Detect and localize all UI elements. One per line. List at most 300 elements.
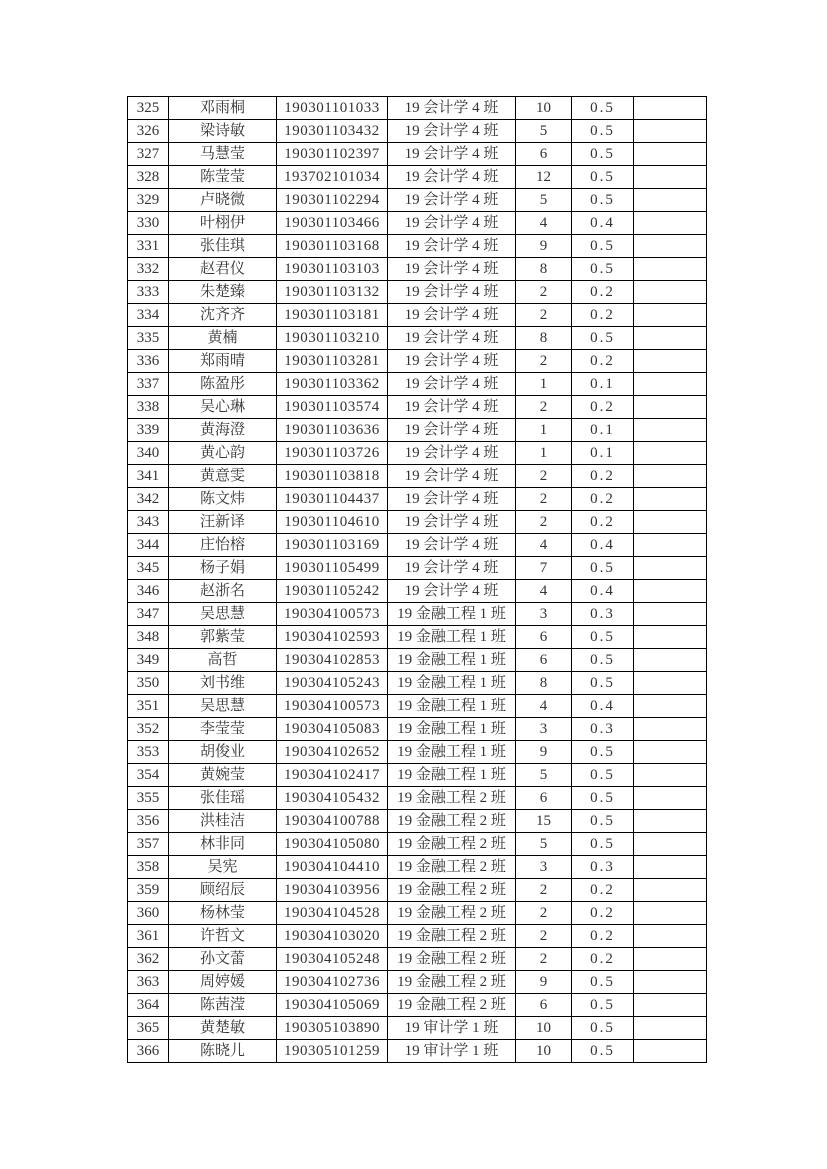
cell-name: 庄怡榕: [169, 534, 277, 557]
cell-row-number: 347: [128, 603, 169, 626]
cell-name: 吴思慧: [169, 695, 277, 718]
cell-row-number: 331: [128, 235, 169, 258]
table-row: [128, 1040, 707, 1063]
cell-score: 0.2: [572, 281, 634, 304]
cell-count: 4: [516, 695, 572, 718]
cell-name: 陈文炜: [169, 488, 277, 511]
cell-name: 郑雨晴: [169, 350, 277, 373]
cell-row-number: 351: [128, 695, 169, 718]
cell-class: 19 金融工程 1 班: [388, 603, 516, 626]
table-row: [128, 373, 707, 396]
cell-row-number: 358: [128, 856, 169, 879]
cell-score: 0.5: [572, 189, 634, 212]
cell-remark: [634, 442, 707, 465]
cell-count: 6: [516, 994, 572, 1017]
cell-name: 陈晓儿: [169, 1040, 277, 1063]
cell-name: 赵浙名: [169, 580, 277, 603]
cell-name: 黄楠: [169, 327, 277, 350]
cell-class: 19 会计学 4 班: [388, 258, 516, 281]
cell-count: 6: [516, 143, 572, 166]
cell-score: 0.4: [572, 580, 634, 603]
cell-score: 0.5: [572, 833, 634, 856]
cell-score: 0.5: [572, 787, 634, 810]
cell-row-number: 365: [128, 1017, 169, 1040]
cell-name: 张佳琪: [169, 235, 277, 258]
cell-remark: [634, 350, 707, 373]
cell-class: 19 会计学 4 班: [388, 97, 516, 120]
student-score-table: [127, 96, 707, 1063]
cell-count: 4: [516, 212, 572, 235]
cell-score: 0.3: [572, 856, 634, 879]
cell-student-id: 190301103432: [277, 120, 388, 143]
cell-name: 赵君仪: [169, 258, 277, 281]
cell-row-number: 325: [128, 97, 169, 120]
table-row: [128, 833, 707, 856]
cell-class: 19 会计学 4 班: [388, 580, 516, 603]
table-row: [128, 143, 707, 166]
cell-student-id: 190301103132: [277, 281, 388, 304]
cell-row-number: 359: [128, 879, 169, 902]
cell-name: 黄婉莹: [169, 764, 277, 787]
cell-class: 19 会计学 4 班: [388, 534, 516, 557]
cell-student-id: 190301102294: [277, 189, 388, 212]
table-row: [128, 327, 707, 350]
cell-remark: [634, 465, 707, 488]
cell-name: 黄心韵: [169, 442, 277, 465]
cell-row-number: 334: [128, 304, 169, 327]
cell-count: 3: [516, 603, 572, 626]
cell-class: 19 会计学 4 班: [388, 557, 516, 580]
cell-count: 4: [516, 580, 572, 603]
table-row: [128, 764, 707, 787]
table-row: [128, 189, 707, 212]
table-row: [128, 120, 707, 143]
cell-student-id: 190301103168: [277, 235, 388, 258]
cell-name: 杨林莹: [169, 902, 277, 925]
cell-remark: [634, 396, 707, 419]
cell-class: 19 会计学 4 班: [388, 120, 516, 143]
cell-row-number: 352: [128, 718, 169, 741]
cell-class: 19 会计学 4 班: [388, 396, 516, 419]
cell-class: 19 金融工程 2 班: [388, 810, 516, 833]
cell-name: 吴宪: [169, 856, 277, 879]
cell-count: 3: [516, 856, 572, 879]
cell-student-id: 190304104410: [277, 856, 388, 879]
cell-row-number: 348: [128, 626, 169, 649]
cell-remark: [634, 97, 707, 120]
cell-student-id: 190301102397: [277, 143, 388, 166]
cell-count: 5: [516, 764, 572, 787]
cell-remark: [634, 120, 707, 143]
cell-class: 19 会计学 4 班: [388, 281, 516, 304]
cell-count: 2: [516, 350, 572, 373]
cell-score: 0.3: [572, 718, 634, 741]
cell-score: 0.2: [572, 879, 634, 902]
cell-row-number: 341: [128, 465, 169, 488]
table-row: [128, 419, 707, 442]
cell-name: 顾绍辰: [169, 879, 277, 902]
cell-student-id: 190304102736: [277, 971, 388, 994]
cell-student-id: 190304102417: [277, 764, 388, 787]
table-row: [128, 948, 707, 971]
cell-score: 0.5: [572, 741, 634, 764]
cell-class: 19 审计学 1 班: [388, 1017, 516, 1040]
cell-score: 0.1: [572, 442, 634, 465]
cell-student-id: 190301101033: [277, 97, 388, 120]
cell-score: 0.4: [572, 695, 634, 718]
cell-row-number: 327: [128, 143, 169, 166]
cell-score: 0.5: [572, 994, 634, 1017]
cell-class: 19 会计学 4 班: [388, 143, 516, 166]
cell-count: 5: [516, 120, 572, 143]
cell-remark: [634, 672, 707, 695]
cell-student-id: 190301103210: [277, 327, 388, 350]
cell-row-number: 340: [128, 442, 169, 465]
cell-count: 2: [516, 465, 572, 488]
cell-score: 0.2: [572, 925, 634, 948]
cell-remark: [634, 718, 707, 741]
cell-name: 邓雨桐: [169, 97, 277, 120]
cell-score: 0.2: [572, 350, 634, 373]
cell-remark: [634, 810, 707, 833]
cell-remark: [634, 419, 707, 442]
cell-remark: [634, 695, 707, 718]
cell-remark: [634, 189, 707, 212]
cell-row-number: 357: [128, 833, 169, 856]
cell-student-id: 190301104437: [277, 488, 388, 511]
cell-row-number: 339: [128, 419, 169, 442]
cell-count: 4: [516, 534, 572, 557]
table-row: [128, 465, 707, 488]
cell-score: 0.5: [572, 327, 634, 350]
table-row: [128, 212, 707, 235]
cell-student-id: 190301103169: [277, 534, 388, 557]
cell-count: 2: [516, 488, 572, 511]
cell-row-number: 364: [128, 994, 169, 1017]
cell-score: 0.1: [572, 419, 634, 442]
table-row: [128, 902, 707, 925]
cell-row-number: 330: [128, 212, 169, 235]
cell-class: 19 金融工程 1 班: [388, 626, 516, 649]
table-row: [128, 442, 707, 465]
cell-row-number: 333: [128, 281, 169, 304]
cell-name: 朱楚臻: [169, 281, 277, 304]
cell-name: 叶栩伊: [169, 212, 277, 235]
cell-row-number: 356: [128, 810, 169, 833]
cell-class: 19 会计学 4 班: [388, 465, 516, 488]
cell-row-number: 326: [128, 120, 169, 143]
table-row: [128, 511, 707, 534]
cell-class: 19 金融工程 1 班: [388, 718, 516, 741]
cell-remark: [634, 166, 707, 189]
cell-remark: [634, 304, 707, 327]
cell-score: 0.2: [572, 948, 634, 971]
cell-remark: [634, 258, 707, 281]
cell-score: 0.5: [572, 97, 634, 120]
table-row: [128, 879, 707, 902]
cell-student-id: 190304100788: [277, 810, 388, 833]
cell-row-number: 361: [128, 925, 169, 948]
cell-student-id: 190304105080: [277, 833, 388, 856]
cell-student-id: 190305101259: [277, 1040, 388, 1063]
cell-count: 2: [516, 879, 572, 902]
cell-name: 张佳瑶: [169, 787, 277, 810]
cell-class: 19 会计学 4 班: [388, 166, 516, 189]
cell-class: 19 审计学 1 班: [388, 1040, 516, 1063]
cell-student-id: 190304102652: [277, 741, 388, 764]
cell-student-id: 190301103362: [277, 373, 388, 396]
cell-row-number: 353: [128, 741, 169, 764]
cell-class: 19 金融工程 2 班: [388, 971, 516, 994]
cell-row-number: 355: [128, 787, 169, 810]
cell-class: 19 会计学 4 班: [388, 350, 516, 373]
cell-row-number: 343: [128, 511, 169, 534]
cell-count: 2: [516, 511, 572, 534]
cell-count: 2: [516, 281, 572, 304]
cell-score: 0.2: [572, 488, 634, 511]
cell-student-id: 190301103636: [277, 419, 388, 442]
cell-remark: [634, 856, 707, 879]
cell-student-id: 190304103956: [277, 879, 388, 902]
cell-student-id: 190301103103: [277, 258, 388, 281]
cell-count: 6: [516, 649, 572, 672]
cell-class: 19 金融工程 1 班: [388, 695, 516, 718]
cell-name: 胡俊业: [169, 741, 277, 764]
cell-class: 19 会计学 4 班: [388, 419, 516, 442]
cell-row-number: 328: [128, 166, 169, 189]
cell-student-id: 190304100573: [277, 695, 388, 718]
table-row: [128, 304, 707, 327]
table-body: [128, 97, 707, 1063]
cell-name: 李莹莹: [169, 718, 277, 741]
cell-student-id: 190301103466: [277, 212, 388, 235]
table-row: [128, 166, 707, 189]
table-row: [128, 235, 707, 258]
cell-score: 0.5: [572, 810, 634, 833]
cell-score: 0.5: [572, 764, 634, 787]
table-row: [128, 534, 707, 557]
cell-student-id: 190304102593: [277, 626, 388, 649]
cell-count: 2: [516, 304, 572, 327]
table-row: [128, 580, 707, 603]
cell-remark: [634, 235, 707, 258]
cell-count: 6: [516, 626, 572, 649]
cell-score: 0.2: [572, 511, 634, 534]
table-row: [128, 350, 707, 373]
cell-count: 2: [516, 902, 572, 925]
cell-score: 0.2: [572, 304, 634, 327]
cell-score: 0.2: [572, 465, 634, 488]
cell-name: 吴心琳: [169, 396, 277, 419]
cell-remark: [634, 603, 707, 626]
cell-count: 5: [516, 833, 572, 856]
cell-score: 0.5: [572, 258, 634, 281]
cell-remark: [634, 281, 707, 304]
cell-remark: [634, 488, 707, 511]
cell-student-id: 190304105248: [277, 948, 388, 971]
cell-class: 19 金融工程 1 班: [388, 649, 516, 672]
cell-score: 0.5: [572, 1017, 634, 1040]
cell-score: 0.5: [572, 120, 634, 143]
cell-remark: [634, 580, 707, 603]
cell-row-number: 362: [128, 948, 169, 971]
cell-score: 0.3: [572, 603, 634, 626]
cell-count: 10: [516, 1017, 572, 1040]
cell-row-number: 342: [128, 488, 169, 511]
cell-class: 19 金融工程 2 班: [388, 787, 516, 810]
table-row: [128, 488, 707, 511]
cell-row-number: 329: [128, 189, 169, 212]
cell-remark: [634, 143, 707, 166]
cell-score: 0.5: [572, 672, 634, 695]
table-row: [128, 718, 707, 741]
table-row: [128, 258, 707, 281]
cell-row-number: 335: [128, 327, 169, 350]
table-row: [128, 97, 707, 120]
table-row: [128, 994, 707, 1017]
cell-name: 陈盈彤: [169, 373, 277, 396]
cell-student-id: 190301105499: [277, 557, 388, 580]
cell-remark: [634, 787, 707, 810]
cell-student-id: 190301103181: [277, 304, 388, 327]
cell-remark: [634, 948, 707, 971]
table-row: [128, 925, 707, 948]
cell-class: 19 金融工程 2 班: [388, 879, 516, 902]
cell-score: 0.4: [572, 212, 634, 235]
cell-name: 黄楚敏: [169, 1017, 277, 1040]
cell-student-id: 190304100573: [277, 603, 388, 626]
cell-student-id: 190301103818: [277, 465, 388, 488]
cell-student-id: 190304104528: [277, 902, 388, 925]
cell-name: 吴思慧: [169, 603, 277, 626]
cell-count: 9: [516, 741, 572, 764]
cell-score: 0.5: [572, 143, 634, 166]
cell-row-number: 336: [128, 350, 169, 373]
cell-remark: [634, 511, 707, 534]
cell-name: 马慧莹: [169, 143, 277, 166]
table-row: [128, 1017, 707, 1040]
cell-name: 高哲: [169, 649, 277, 672]
cell-name: 许哲文: [169, 925, 277, 948]
cell-name: 陈莹莹: [169, 166, 277, 189]
cell-count: 7: [516, 557, 572, 580]
cell-class: 19 会计学 4 班: [388, 212, 516, 235]
cell-score: 0.2: [572, 396, 634, 419]
table-row: [128, 810, 707, 833]
cell-score: 0.5: [572, 626, 634, 649]
cell-score: 0.4: [572, 534, 634, 557]
cell-count: 1: [516, 442, 572, 465]
table-row: [128, 603, 707, 626]
cell-student-id: 190301103726: [277, 442, 388, 465]
cell-student-id: 190301104610: [277, 511, 388, 534]
cell-class: 19 会计学 4 班: [388, 235, 516, 258]
cell-row-number: 350: [128, 672, 169, 695]
cell-remark: [634, 971, 707, 994]
cell-count: 5: [516, 189, 572, 212]
cell-class: 19 会计学 4 班: [388, 488, 516, 511]
cell-class: 19 会计学 4 班: [388, 442, 516, 465]
cell-class: 19 金融工程 2 班: [388, 925, 516, 948]
cell-score: 0.5: [572, 166, 634, 189]
cell-row-number: 332: [128, 258, 169, 281]
table-row: [128, 557, 707, 580]
cell-class: 19 金融工程 2 班: [388, 948, 516, 971]
cell-row-number: 344: [128, 534, 169, 557]
cell-remark: [634, 557, 707, 580]
cell-score: 0.5: [572, 1040, 634, 1063]
cell-class: 19 金融工程 2 班: [388, 833, 516, 856]
cell-class: 19 金融工程 1 班: [388, 741, 516, 764]
cell-class: 19 会计学 4 班: [388, 327, 516, 350]
table-row: [128, 281, 707, 304]
cell-score: 0.2: [572, 902, 634, 925]
cell-count: 12: [516, 166, 572, 189]
cell-class: 19 金融工程 2 班: [388, 994, 516, 1017]
table-row: [128, 787, 707, 810]
cell-name: 孙文蕾: [169, 948, 277, 971]
cell-count: 9: [516, 971, 572, 994]
cell-row-number: 349: [128, 649, 169, 672]
cell-name: 周婷媛: [169, 971, 277, 994]
cell-remark: [634, 327, 707, 350]
cell-student-id: 190305103890: [277, 1017, 388, 1040]
cell-remark: [634, 1040, 707, 1063]
cell-count: 9: [516, 235, 572, 258]
cell-class: 19 会计学 4 班: [388, 304, 516, 327]
cell-row-number: 345: [128, 557, 169, 580]
cell-class: 19 金融工程 1 班: [388, 672, 516, 695]
cell-student-id: 190301103281: [277, 350, 388, 373]
cell-score: 0.5: [572, 235, 634, 258]
table-row: [128, 626, 707, 649]
cell-remark: [634, 994, 707, 1017]
cell-name: 黄意雯: [169, 465, 277, 488]
cell-remark: [634, 212, 707, 235]
cell-name: 郭紫莹: [169, 626, 277, 649]
cell-remark: [634, 649, 707, 672]
table-row: [128, 971, 707, 994]
cell-count: 1: [516, 419, 572, 442]
cell-student-id: 190304105069: [277, 994, 388, 1017]
cell-row-number: 360: [128, 902, 169, 925]
cell-name: 梁诗敏: [169, 120, 277, 143]
cell-row-number: 354: [128, 764, 169, 787]
cell-remark: [634, 764, 707, 787]
cell-row-number: 346: [128, 580, 169, 603]
cell-row-number: 363: [128, 971, 169, 994]
cell-remark: [634, 373, 707, 396]
cell-score: 0.5: [572, 971, 634, 994]
cell-student-id: 190304105083: [277, 718, 388, 741]
cell-name: 刘书维: [169, 672, 277, 695]
cell-student-id: 190301103574: [277, 396, 388, 419]
cell-student-id: 193702101034: [277, 166, 388, 189]
cell-student-id: 190304105243: [277, 672, 388, 695]
cell-score: 0.5: [572, 557, 634, 580]
cell-name: 洪桂洁: [169, 810, 277, 833]
cell-remark: [634, 879, 707, 902]
cell-count: 3: [516, 718, 572, 741]
table-row: [128, 649, 707, 672]
cell-score: 0.5: [572, 649, 634, 672]
table-row: [128, 695, 707, 718]
cell-name: 黄海澄: [169, 419, 277, 442]
cell-name: 沈齐齐: [169, 304, 277, 327]
cell-count: 1: [516, 373, 572, 396]
table-row: [128, 396, 707, 419]
cell-count: 8: [516, 258, 572, 281]
